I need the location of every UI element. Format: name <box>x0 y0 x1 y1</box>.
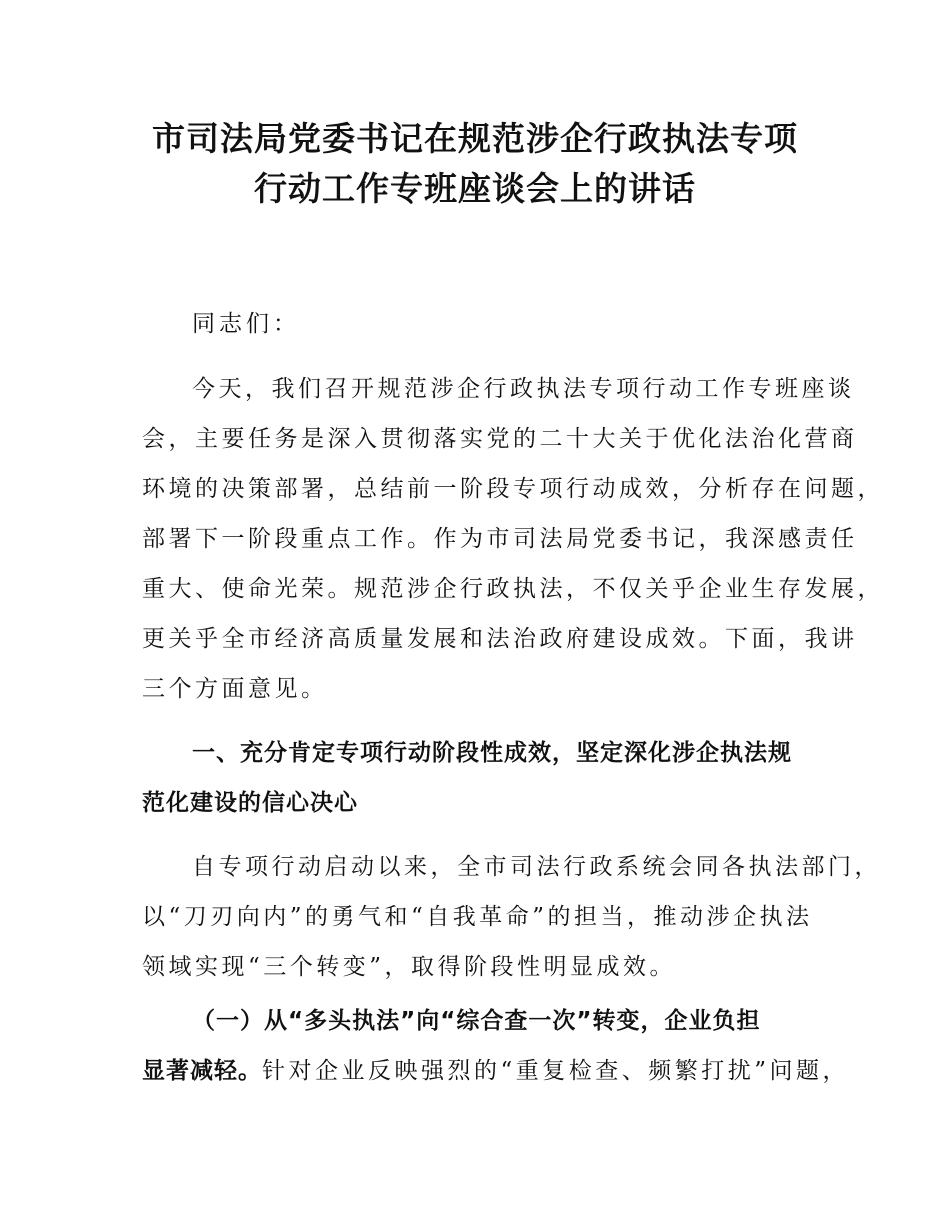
heading-line: 一、充分肯定专项行动阶段性成效，坚定深化涉企执法规 <box>192 740 792 766</box>
document-title-line-1: 市司法局党委书记在规范涉企行政执法专项 <box>152 119 798 158</box>
paragraph-line: 重大、使命光荣。规范涉企行政执法，不仅关乎企业生存发展， <box>142 576 884 602</box>
paragraph-introduction <box>142 364 884 714</box>
subsection-1-paragraph <box>142 996 850 1096</box>
salutation: 同志们： <box>192 311 300 337</box>
paragraph-section-1-intro <box>142 842 881 992</box>
paragraph-line: 领域实现“三个转变”，取得阶段性明显成效。 <box>142 954 677 980</box>
paragraph-line: 更关乎全市经济高质量发展和法治政府建设成效。下面，我讲 <box>142 626 858 652</box>
document-title-line-2: 行动工作专班座谈会上的讲话 <box>254 169 696 208</box>
paragraph-line: 今天，我们召开规范涉企行政执法专项行动工作专班座谈 <box>192 376 855 402</box>
paragraph-line: 会，主要任务是深入贯彻落实党的二十大关于优化法治化营商 <box>142 426 858 452</box>
subsection-heading-line: （一）从“多头执法”向“综合查一次”转变，企业负担 <box>192 1008 761 1034</box>
paragraph-line <box>142 1046 850 1096</box>
paragraph-line: 三个方面意见。 <box>142 676 328 702</box>
paragraph-line: 以“刀刃向内”的勇气和“自我革命”的担当，推动涉企执法 <box>142 904 813 930</box>
heading-line: 范化建设的信心决心 <box>142 790 358 816</box>
section-heading-1 <box>142 728 842 828</box>
paragraph-line: 环境的决策部署，总结前一阶段专项行动成效，分析存在问题， <box>142 476 884 502</box>
subsection-heading-tail: 显著减轻。 <box>142 1058 262 1084</box>
paragraph-line: 自专项行动启动以来，全市司法行政系统会同各执法部门， <box>192 854 881 880</box>
paragraph-line: 部署下一阶段重点工作。作为市司法局党委书记，我深感责任 <box>142 526 858 552</box>
subsection-text: 针对企业反映强烈的“重复检查、频繁打扰”问题， <box>262 1058 850 1084</box>
